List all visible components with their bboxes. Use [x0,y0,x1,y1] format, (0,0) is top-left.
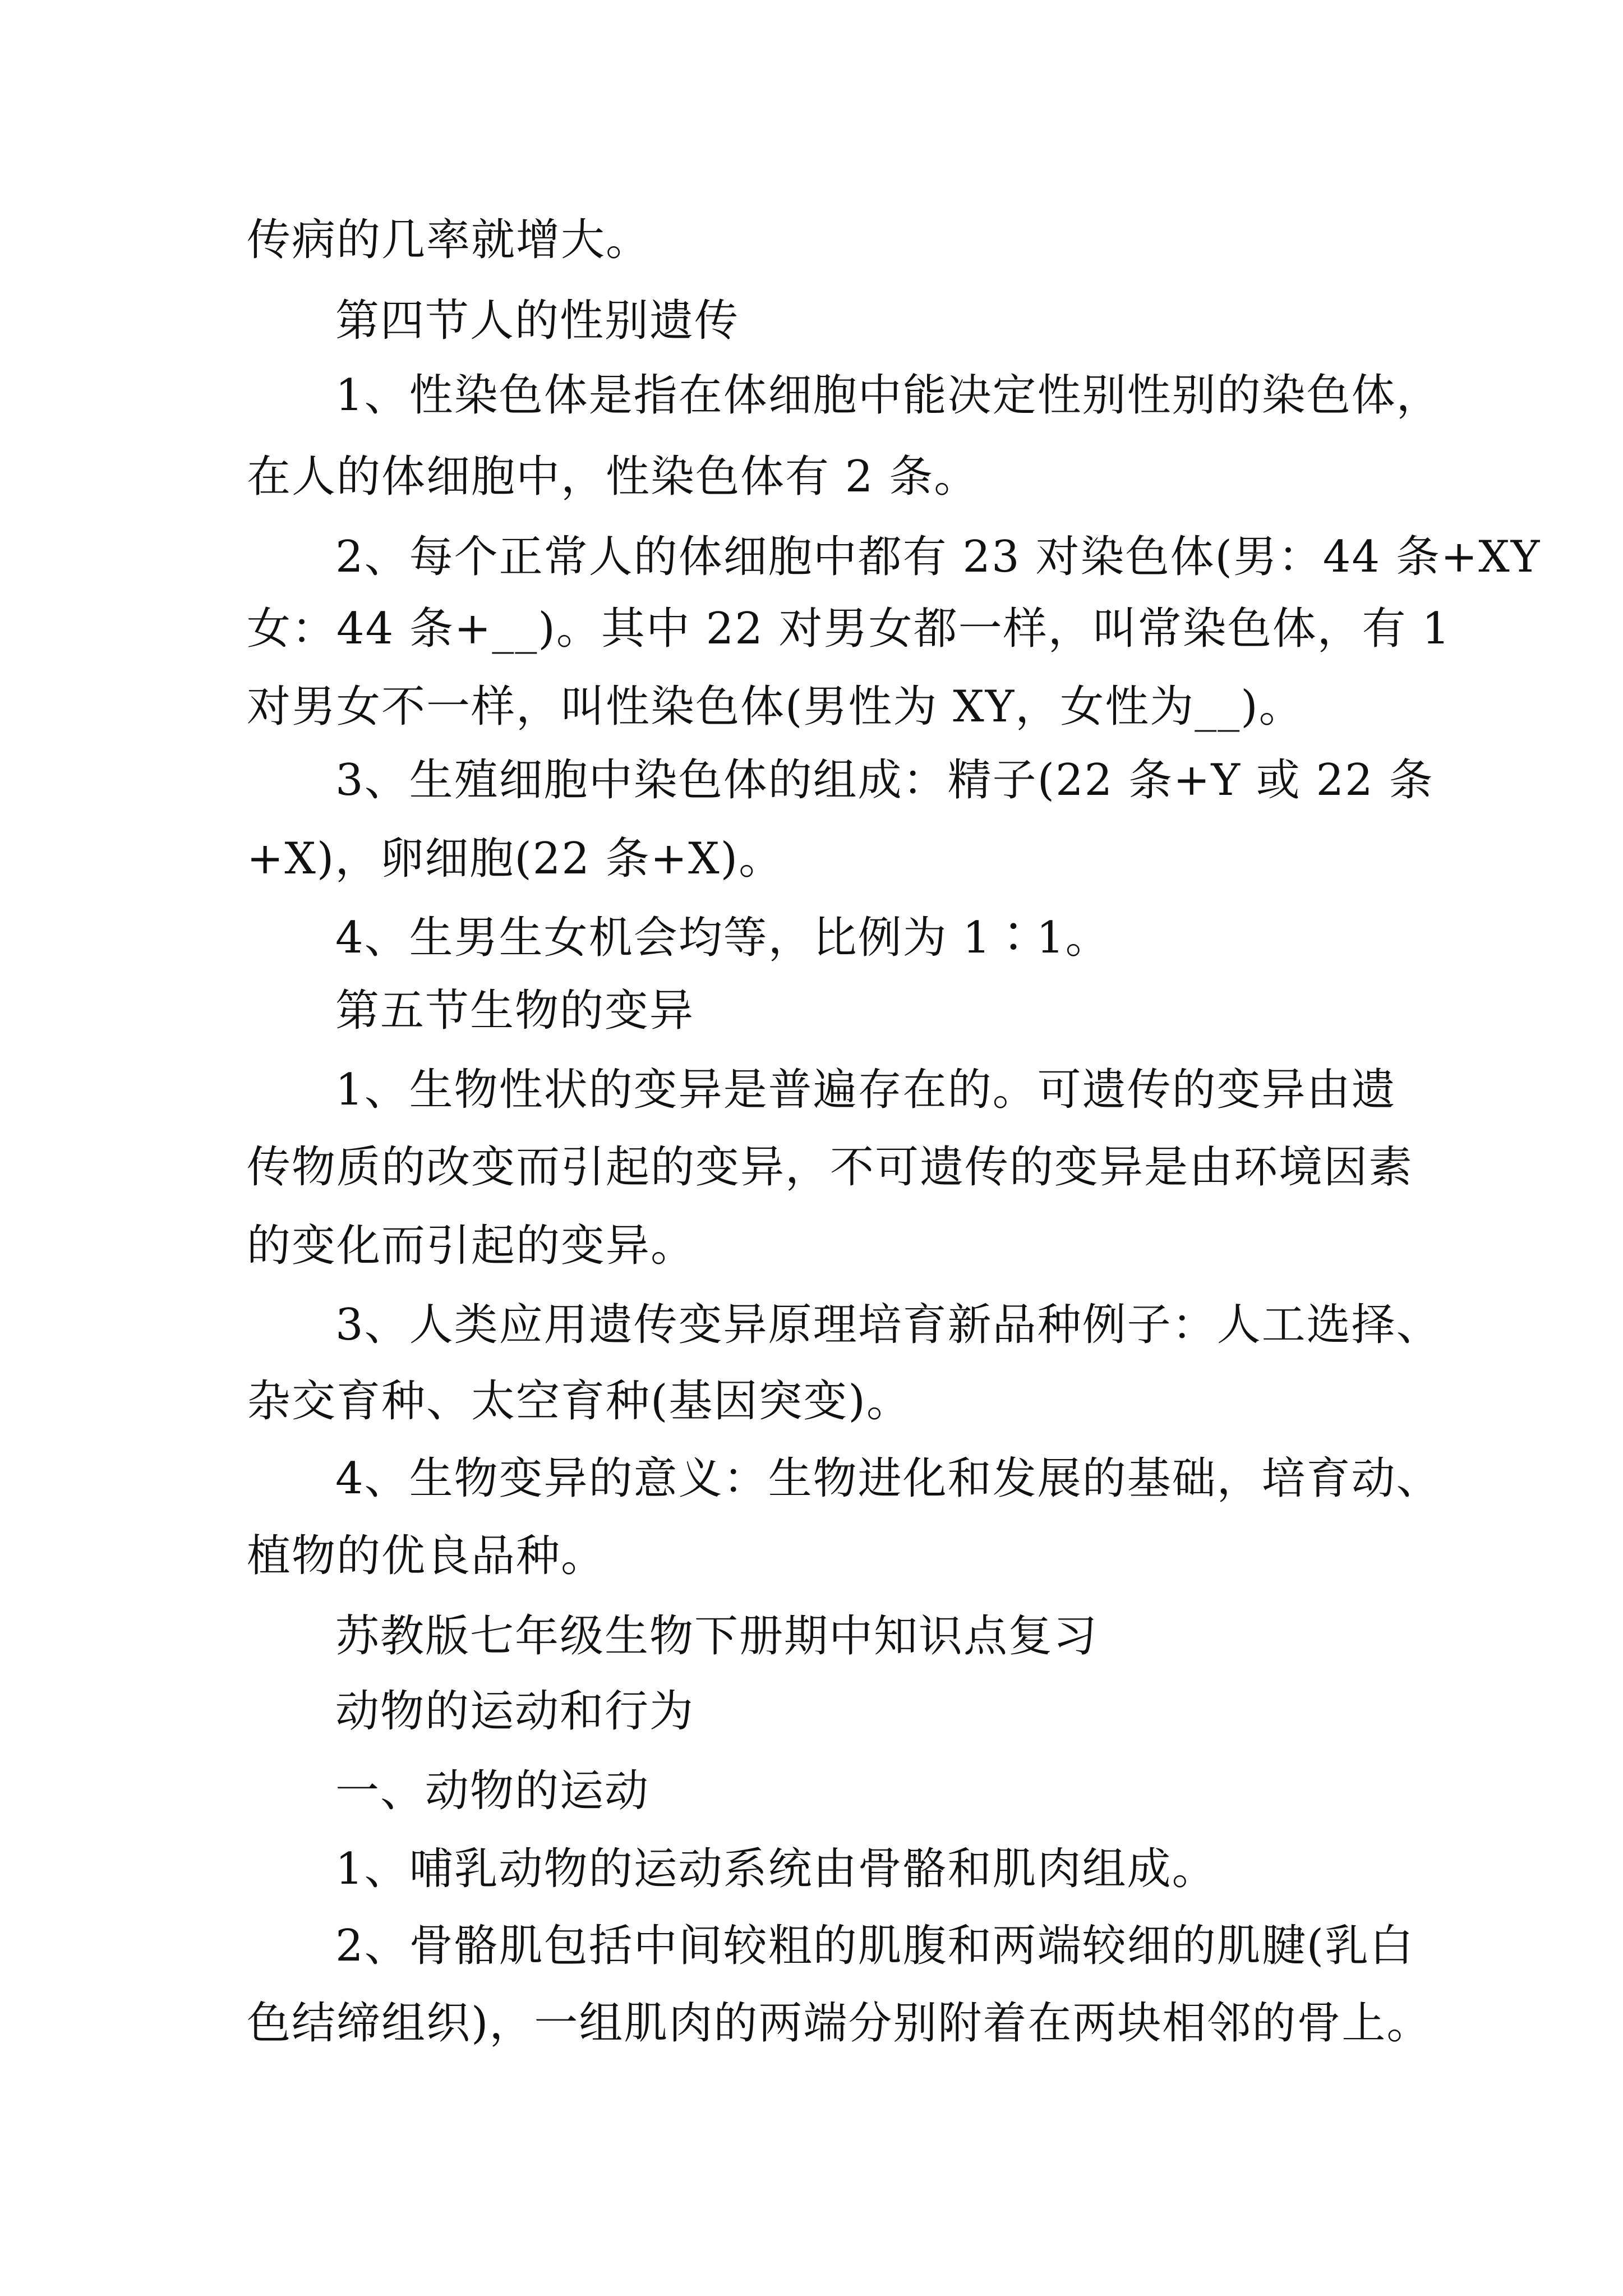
text-line: 1、哺乳动物的运动系统由骨骼和肌肉组成。 [335,1844,1217,1894]
text-line: 在人的体细胞中，性染色体有 2 条。 [247,452,979,502]
section-heading: 苏教版七年级生物下册期中知识点复习 [335,1611,1099,1662]
text-line: 女：44 条+__)。其中 22 对男女都一样，叫常染色体，有 1 [247,604,1451,654]
section-heading: 第五节生物的变异 [335,986,695,1036]
text-line: 2、骨骼肌包括中间较粗的肌腹和两端较细的肌腱(乳白 [335,1921,1415,1971]
text-line: 2、每个正常人的体细胞中都有 23 对染色体(男：44 条+XY [335,532,1541,582]
text-line: 4、生物变异的意义：生物进化和发展的基础，培育动、 [335,1453,1441,1504]
text-line: 3、人类应用遗传变异原理培育新品种例子：人工选择、 [335,1300,1441,1350]
text-line: 的变化而引起的变异。 [247,1221,696,1271]
section-heading: 一、动物的运动 [335,1766,650,1816]
text-line: +X)，卵细胞(22 条+X)。 [247,834,784,884]
text-line: 1、性染色体是指在体细胞中能决定性别性别的染色体， [335,370,1441,421]
section-heading: 动物的运动和行为 [335,1686,695,1737]
text-line: 4、生男生女机会均等，比例为 1∶1。 [335,913,1110,963]
text-line: 传物质的改变而引起的变异，不可遗传的变异是由环境因素 [247,1142,1414,1193]
text-line: 杂交育种、太空育种(基因突变)。 [247,1376,911,1427]
text-line: 1、生物性状的变异是普遍存在的。可遗传的变异由遗 [335,1065,1396,1115]
text-line: 传病的几率就增大。 [247,215,651,265]
text-line: 对男女不一样，叫性染色体(男性为 XY，女性为__)。 [247,682,1304,732]
text-line: 色结缔组织)，一组肌肉的两端分别附着在两块相邻的骨上。 [247,1998,1432,2049]
text-line: 植物的优良品种。 [247,1531,606,1581]
text-line: 3、生殖细胞中染色体的组成：精子(22 条+Y 或 22 条 [335,755,1434,806]
section-heading: 第四节人的性别遗传 [335,296,740,346]
